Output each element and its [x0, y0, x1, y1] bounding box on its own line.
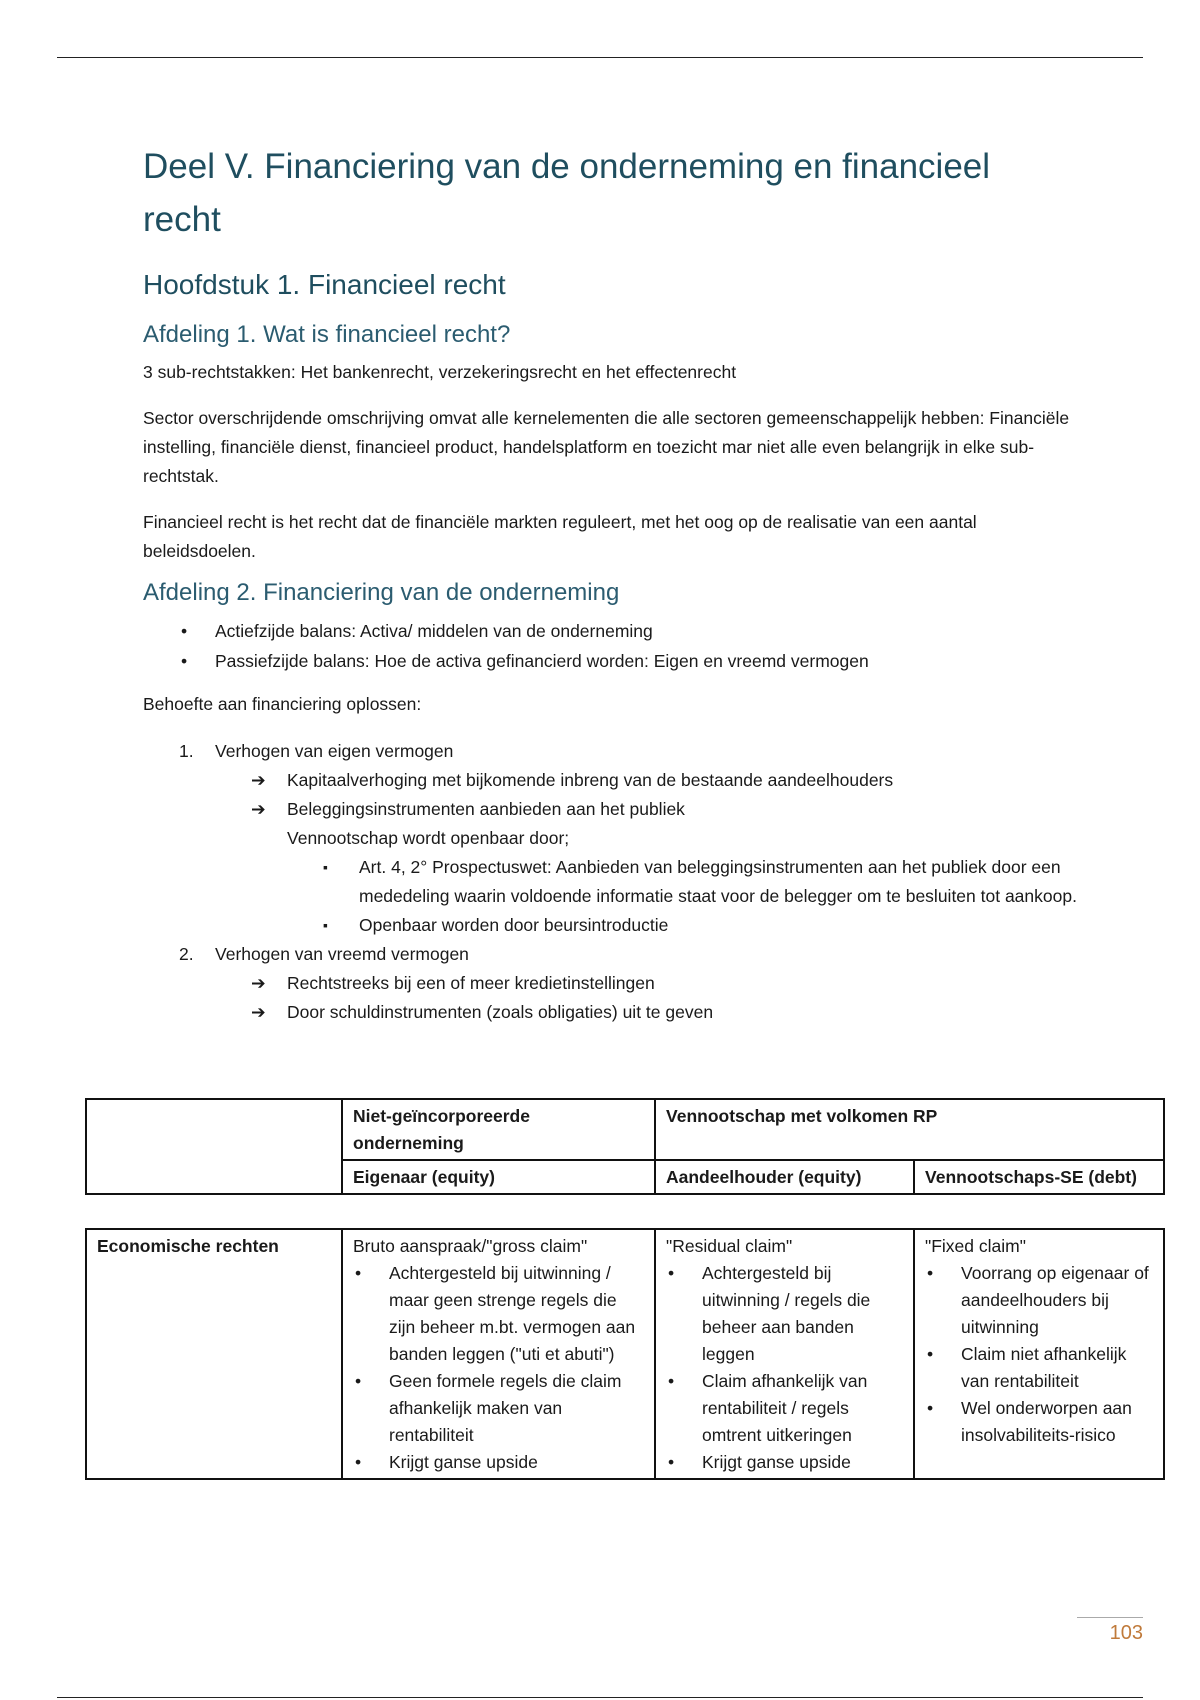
bottom-rule [57, 1697, 1143, 1698]
list-item: • Achtergesteld bij uitwinning / regels die beheer aan banden leggen [666, 1260, 903, 1368]
table-header-cell: Vennootschaps-SE (debt) [914, 1160, 1164, 1194]
section1-paragraph-1: 3 sub-rechtstakken: Het bankenrecht, verzekeringsrecht en het effectenrecht [143, 362, 737, 382]
list-item [251, 766, 1083, 795]
table-cell [914, 1229, 1164, 1479]
list-item-label: Verhogen van eigen vermogen [215, 741, 454, 761]
list-number: 1. [179, 741, 194, 761]
list-item: • Krijgt ganse upside [353, 1449, 644, 1476]
page-number: 103 [1109, 1622, 1143, 1644]
page-number-block [1077, 1617, 1143, 1645]
arrow-icon: ➔ [251, 770, 266, 790]
arrow-list [143, 766, 1083, 824]
list-item [251, 998, 1083, 1027]
list-item-label: Verhogen van vreemd vermogen [215, 944, 469, 964]
table-cell [342, 1229, 655, 1479]
table-header-cell: Vennootschap met volkomen RP [655, 1099, 1164, 1160]
list-item: • Krijgt ganse upside [666, 1449, 903, 1476]
table-cell-empty [86, 1099, 342, 1194]
section1-paragraph-2: Sector overschrijdende omschrijving omvat alle kernelementen die alle sectoren gemeenschappelijk hebben: Financiële instelling, financiële dienst, financieel product, handelsplatform en toezicht mar niet alle even belangrijk in elke sub-rechtstak. [143, 408, 1070, 486]
arrow-subline: Vennootschap wordt openbaar door; [287, 828, 570, 848]
list-item: • Claim afhankelijk van rentabiliteit / regels omtrent uitkeringen [666, 1368, 903, 1449]
section2-heading: Afdeling 2. Financiering van de onderneming [143, 579, 620, 606]
financing-numbered-list [143, 737, 1083, 1027]
section1-paragraph-3: Financieel recht is het recht dat de financiële markten reguleert, met het oog op de realisatie van een aantal beleidsdoelen. [143, 512, 977, 561]
list-item [251, 795, 1083, 824]
cell-bullet-list [666, 1260, 903, 1476]
list-item: • Claim niet afhankelijk van rentabiliteit [925, 1341, 1153, 1395]
comparison-table-body [85, 1228, 1165, 1480]
arrow-icon: ➔ [251, 799, 266, 819]
table-cell [655, 1229, 914, 1479]
comparison-table-header [85, 1098, 1165, 1195]
table-row [86, 1099, 1164, 1160]
section1-heading: Afdeling 1. Wat is financieel recht? [143, 321, 511, 348]
list-item: • Voorrang op eigenaar of aandeelhouders bij uitwinning [925, 1260, 1153, 1341]
chapter-heading: Hoofdstuk 1. Financieel recht [143, 269, 506, 300]
list-item: • Wel onderworpen aan insolvabiliteits-risico [925, 1395, 1153, 1449]
arrow-item-text: Rechtstreeks bij een of meer kredietinstellingen [287, 973, 655, 993]
list-item: ▪ Art. 4, 2° Prospectuswet: Aanbieden van beleggingsinstrumenten aan het publiek door een mededeling waarin voldoende informatie staat voor de belegger om te besluiten tot aankoop. [323, 853, 1083, 911]
list-item: ▪ Openbaar worden door beursintroductie [323, 911, 1083, 940]
cell-bullet-list [353, 1260, 644, 1476]
list-number: 2. [179, 944, 194, 964]
list-item [251, 969, 1083, 998]
page-content [143, 140, 1083, 1027]
table-header-cell: Eigenaar (equity) [342, 1160, 655, 1194]
cell-bullet-list [925, 1260, 1153, 1449]
arrow-item-text: Kapitaalverhoging met bijkomende inbreng van de bestaande aandeelhouders [287, 770, 894, 790]
table-row-label: Economische rechten [86, 1229, 342, 1479]
financing-intro: Behoefte aan financiering oplossen: [143, 694, 422, 714]
cell-title: "Fixed claim" [925, 1236, 1026, 1256]
list-item: • Geen formele regels die claim afhankelijk maken van rentabiliteit [353, 1368, 644, 1449]
arrow-icon: ➔ [251, 973, 266, 993]
arrow-item-text: Beleggingsinstrumenten aanbieden aan het publiek [287, 799, 685, 819]
document-title: Deel V. Financiering van de onderneming en financieel recht [143, 147, 991, 239]
list-item-equity [143, 737, 1083, 940]
list-item: • Actiefzijde balans: Activa/ middelen van de onderneming [143, 616, 1083, 646]
arrow-icon: ➔ [251, 1002, 266, 1022]
list-item: • Passiefzijde balans: Hoe de activa gefinancierd worden: Eigen en vreemd vermogen [143, 646, 1083, 676]
cell-title: Bruto aanspraak/"gross claim" [353, 1236, 588, 1256]
table-header-cell: Niet-geïncorporeerde onderneming [342, 1099, 655, 1160]
table-header-cell: Aandeelhouder (equity) [655, 1160, 914, 1194]
arrow-item-text: Door schuldinstrumenten (zoals obligaties) uit te geven [287, 1002, 714, 1022]
balance-bullet-list [143, 616, 1083, 676]
list-item-debt [143, 940, 1083, 1027]
table-row [86, 1229, 1164, 1479]
cell-title: "Residual claim" [666, 1236, 793, 1256]
square-bullet-list [143, 853, 1083, 940]
list-item: • Achtergesteld bij uitwinning / maar geen strenge regels die zijn beheer m.bt. vermogen aan banden leggen ("uti et abuti") [353, 1260, 644, 1368]
top-rule [57, 57, 1143, 58]
page-number-rule [1077, 1617, 1143, 1618]
arrow-list [143, 969, 1083, 1027]
